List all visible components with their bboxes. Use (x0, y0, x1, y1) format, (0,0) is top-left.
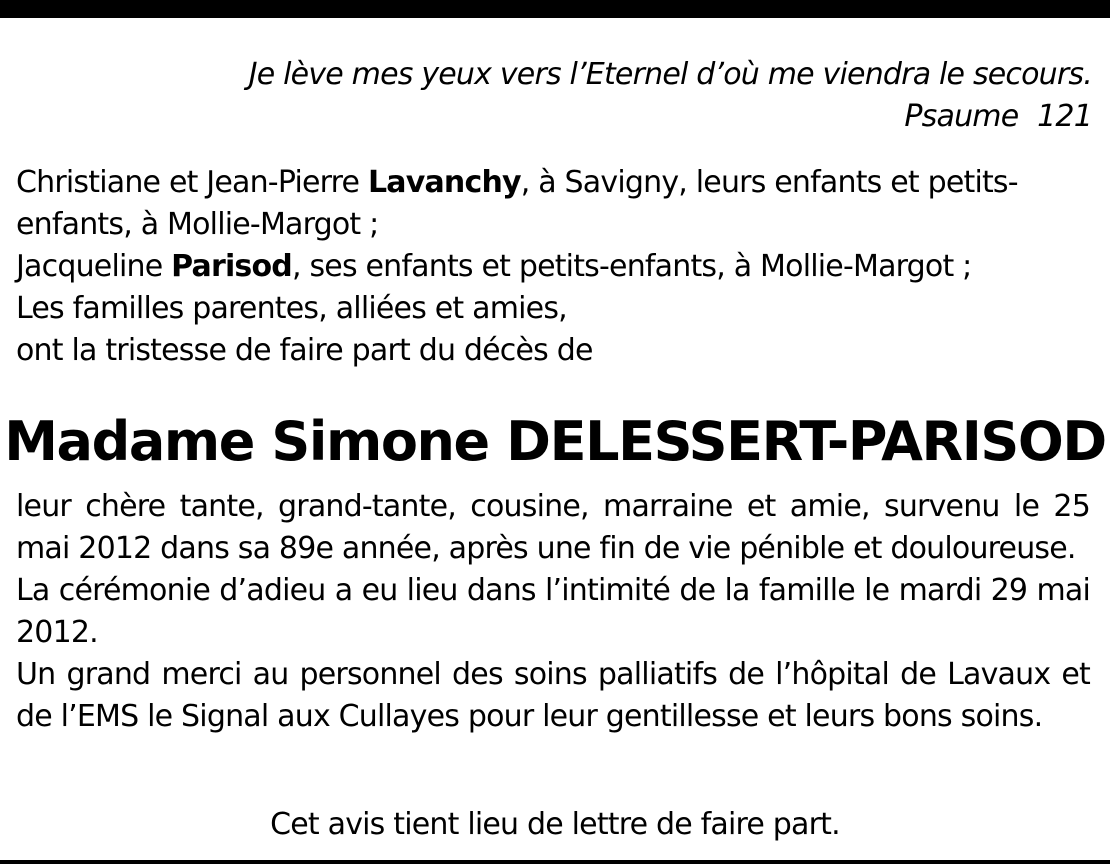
verse-text: Je lève mes yeux vers l’Eternel d’où me viendra le secours. (248, 57, 1092, 92)
surname-lavanchy: Lavanchy (367, 165, 521, 200)
ceremony-info: La cérémonie d’adieu a eu lieu dans l’intimité de la famille le mardi 29 mai 2012. (16, 573, 1090, 650)
family-line-3-before: Jacqueline (16, 249, 172, 284)
family-line-3 (16, 246, 1096, 288)
family-line-2: enfants, à Mollie-Margot ; (16, 207, 379, 242)
psalm-verse (249, 54, 1092, 138)
notice-body (16, 486, 1090, 738)
bottom-border-rule (0, 860, 1110, 864)
family-line-4: Les familles parentes, alliées et amies, (16, 291, 567, 326)
family-line-1-after: , à Savigny, leurs enfants et petits- (520, 165, 1018, 200)
thanks-message: Un grand merci au personnel des soins palliatifs de l’hôpital de Lavaux et de l’EMS le Signal aux Cullayes pour leur gentillesse et leurs bons soins. (16, 657, 1090, 734)
family-line-3-after: , ses enfants et petits-enfants, à Mollie-Margot ; (291, 249, 972, 284)
family-line-1 (16, 162, 1096, 204)
family-line-1-before: Christiane et Jean-Pierre (16, 165, 368, 200)
top-border-bar (0, 0, 1110, 18)
deceased-description: leur chère tante, grand-tante, cousine, marraine et amie, survenu le 25 mai 2012 dans sa 89e année, après une fin de vie pénible et douloureuse. (16, 489, 1090, 566)
verse-reference: Psaume 121 (904, 99, 1092, 134)
family-announcement (16, 162, 1096, 372)
family-line-5: ont la tristesse de faire part du décès de (16, 333, 593, 368)
surname-parisod: Parisod (171, 249, 292, 284)
closing-note: Cet avis tient lieu de lettre de faire part. (270, 807, 840, 842)
deceased-name: Madame Simone DELESSERT-PARISOD (4, 410, 1106, 473)
